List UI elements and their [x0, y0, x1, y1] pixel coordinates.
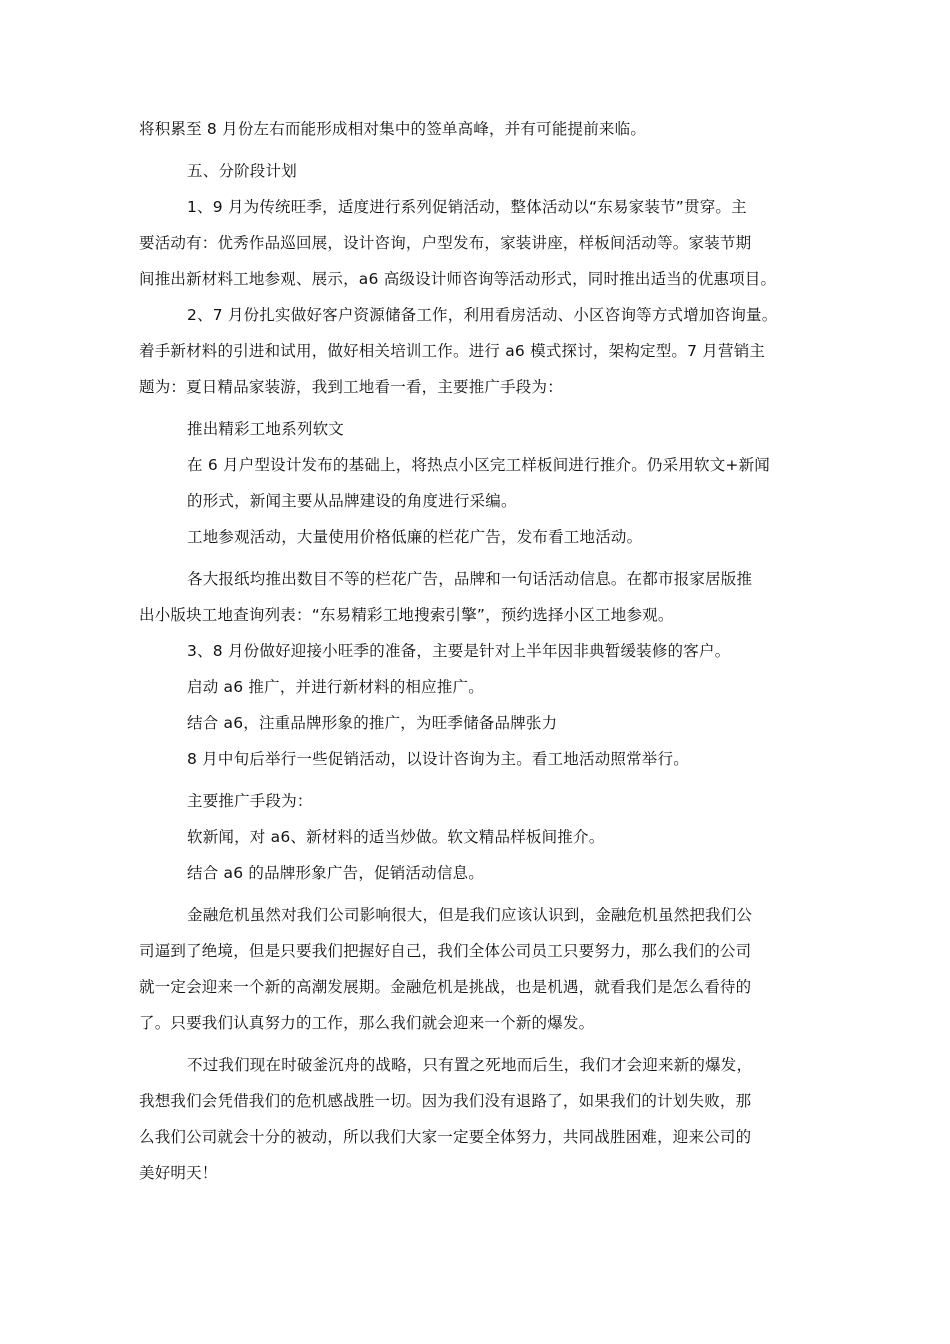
text-line: 2、7 月份扎实做好客户资源储备工作，利用看房活动、小区咨询等方式增加咨询量。: [187, 306, 778, 324]
text-line: 题为：夏日精品家装游，我到工地看一看，主要推广手段为：: [139, 378, 563, 396]
text-line: 金融危机虽然对我们公司影响很大，但是我们应该认识到，金融危机虽然把我们公: [187, 906, 753, 924]
text-line: 着手新材料的引进和试用，做好相关培训工作。进行 a6 模式探讨，架构定型。7 月营销主: [139, 342, 766, 360]
text-line: 要活动有：优秀作品巡回展，设计咨询，户型发布，家装讲座，样板间活动等。家装节期: [139, 234, 752, 252]
text-line: 美好明天！: [139, 1164, 218, 1182]
text-line: 将积累至 8 月份左右而能形成相对集中的签单高峰，并有可能提前来临。: [139, 120, 647, 138]
text-line: 启动 a6 推广，并进行新材料的相应推广。: [187, 678, 484, 696]
text-line: 间推出新材料工地参观、展示，a6 高级设计师咨询等活动形式，同时推出适当的优惠项目。: [139, 270, 777, 288]
text-line: 就一定会迎来一个新的高潮发展期。金融危机是挑战，也是机遇，就看我们是怎么看待的: [139, 978, 752, 996]
text-line: 出小版块工地查询列表：“东易精彩工地搜索引擎”，预约选择小区工地参观。: [139, 606, 674, 624]
text-line: 司逼到了绝境，但是只要我们把握好自己，我们全体公司员工只要努力，那么我们的公司: [139, 942, 752, 960]
text-line: 结合 a6 的品牌形象广告，促销活动信息。: [187, 864, 484, 882]
text-line: 主要推广手段为：: [187, 792, 313, 810]
text-line: 软新闻，对 a6、新材料的适当炒做。软文精品样板间推介。: [187, 828, 605, 846]
text-line: 各大报纸均推出数目不等的栏花广告，品牌和一句话活动信息。在都市报家居版推: [187, 570, 753, 588]
text-line: 我想我们会凭借我们的危机感战胜一切。因为我们没有退路了，如果我们的计划失败，那: [139, 1092, 752, 1110]
text-line: 在 6 月户型设计发布的基础上，将热点小区完工样板间进行推介。仍采用软文+新闻: [187, 456, 771, 474]
section-heading: 五、分阶段计划: [187, 162, 297, 180]
text-line: 推出精彩工地系列软文: [187, 420, 345, 438]
text-line: 么我们公司就会十分的被动，所以我们大家一定要全体努力，共同战胜困难，迎来公司的: [139, 1128, 752, 1146]
text-line: 不过我们现在时破釜沉舟的战略，只有置之死地而后生，我们才会迎来新的爆发，: [187, 1056, 753, 1074]
text-line: 3、8 月份做好迎接小旺季的准备，主要是针对上半年因非典暂缓装修的客户。: [187, 642, 731, 660]
text-line: 的形式，新闻主要从品牌建设的角度进行采编。: [187, 492, 517, 510]
text-line: 工地参观活动，大量使用价格低廉的栏花广告，发布看工地活动。: [187, 528, 643, 546]
text-line: 1、9 月为传统旺季，适度进行系列促销活动，整体活动以“东易家装节”贯穿。主: [187, 198, 747, 216]
text-line: 8 月中旬后举行一些促销活动，以设计咨询为主。看工地活动照常举行。: [187, 750, 689, 768]
text-line: 了。只要我们认真努力的工作，那么我们就会迎来一个新的爆发。: [139, 1014, 595, 1032]
text-line: 结合 a6，注重品牌形象的推广，为旺季储备品牌张力: [187, 714, 558, 732]
